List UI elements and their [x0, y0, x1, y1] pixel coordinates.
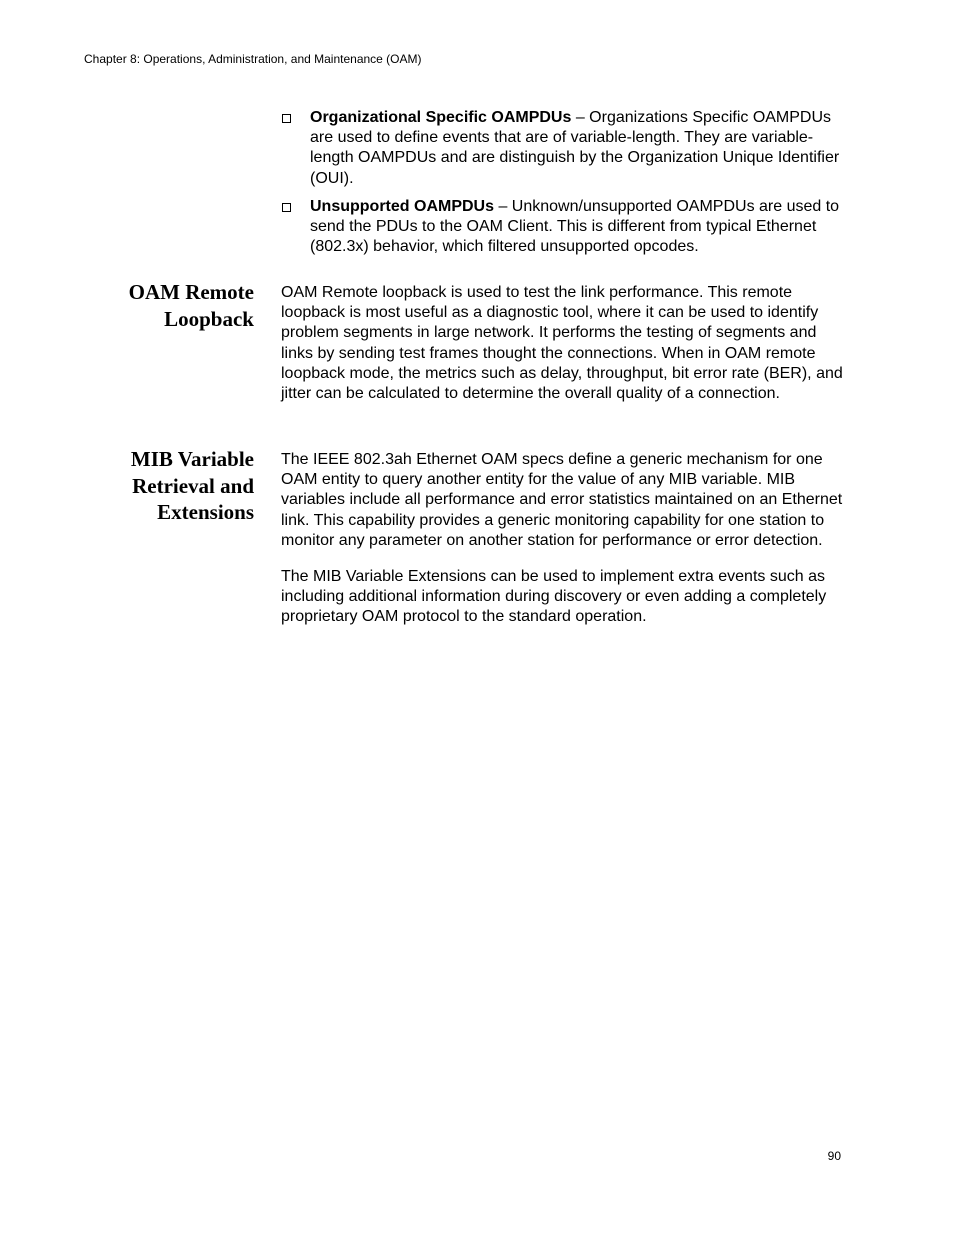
section-heading-line: Extensions [157, 500, 254, 524]
section-heading-line: Loopback [164, 306, 254, 331]
section-heading [60, 446, 254, 526]
checkbox-bullet-icon [282, 114, 291, 123]
list-item-organizational-specific-oampdus [281, 108, 843, 189]
section-heading-line: Retrieval and [132, 473, 254, 498]
bullet-description: – Organizations Specific OAMPDUs are used to define events that are of variable-length. They are variable-length OAMPDUs and are distinguish by the Organization Unique Identifier (OUI). [310, 109, 840, 187]
section-heading [60, 279, 254, 332]
bullet-term: Unsupported OAMPDUs [310, 197, 494, 215]
bullet-term: Organizational Specific OAMPDUs [310, 109, 572, 126]
section-body [281, 450, 843, 644]
section-heading-line: MIB Variable [130, 447, 254, 471]
page-number: 90 [827, 1149, 841, 1163]
section-heading-line: OAM Remote [128, 280, 254, 304]
paragraph: OAM Remote loopback is used to test the link performance. This remote loopback is most useful as a diagnostic tool, where it can be used to identify problem segments in large network. It performs the testing of segments and links by sending test frames thought the connections. When in OAM remote loopback mode, the metrics such as delay, throughput, bit error rate (BER), and jitter can be calculated to determine the overall quality of a connection. [281, 284, 843, 403]
bullet-description: – Unknown/unsupported OAMPDUs are used to send the PDUs to the OAM Client. This is different from typical Ethernet (802.3x) behavior, which filtered unsupported opcodes. [310, 197, 840, 256]
paragraph: The IEEE 802.3ah Ethernet OAM specs define a generic mechanism for one OAM entity to query another entity for the value of any MIB variable. MIB variables include all performance and error statistics maintained on an Ethernet link. This capability provides a generic monitoring capability for one station to monitor any parameter on another station for performance or error detection. [281, 451, 843, 549]
oampdu-type-list [281, 108, 843, 265]
running-header: Chapter 8: Operations, Administration, and Maintenance (OAM) [84, 52, 422, 66]
paragraph: The MIB Variable Extensions can be used to implement extra events such as including additional information during discovery or even adding a completely proprietary OAM protocol to the standard operation. [281, 568, 827, 626]
checkbox-bullet-icon [282, 203, 291, 212]
list-item-unsupported-oampdus [281, 197, 843, 258]
section-body [281, 283, 843, 420]
